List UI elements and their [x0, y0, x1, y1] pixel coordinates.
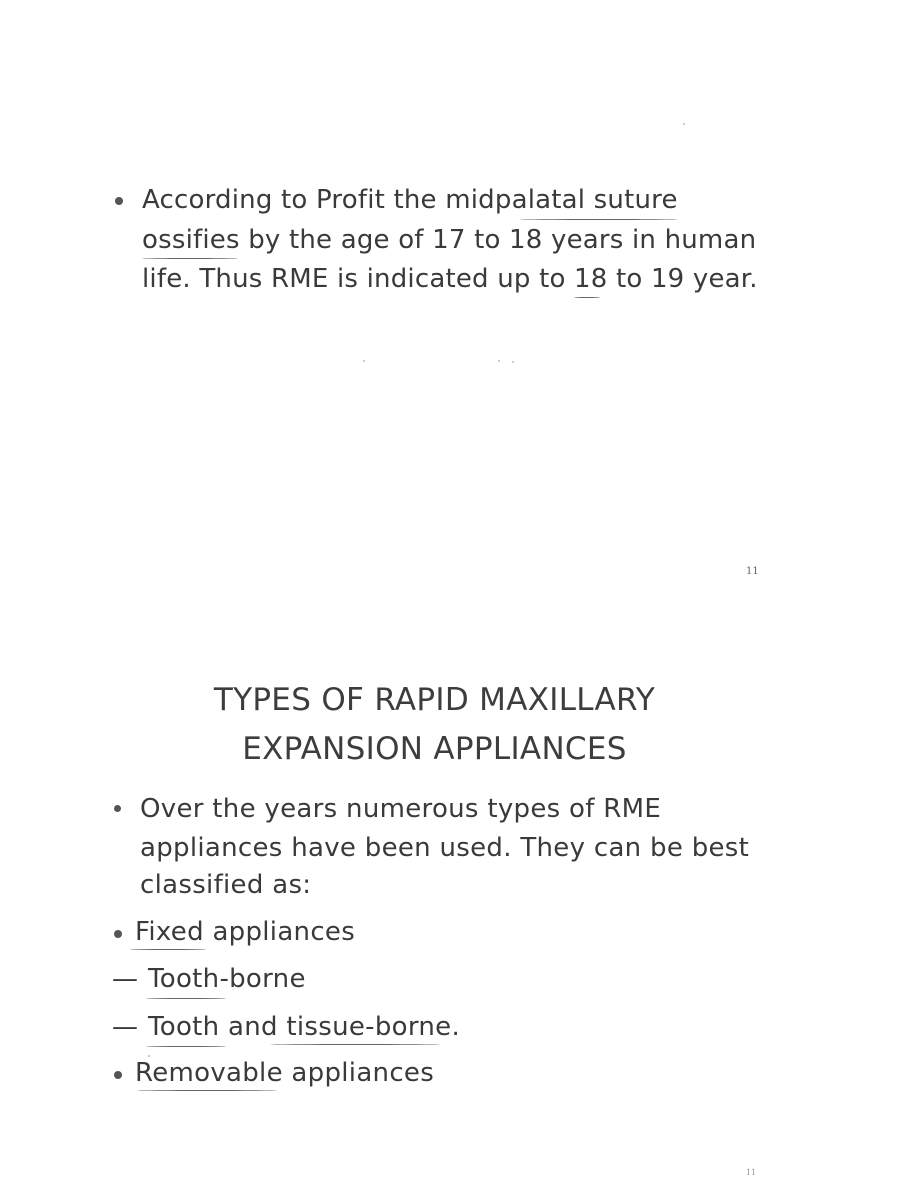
scan-speck — [498, 360, 500, 362]
dash-marker: — — [112, 964, 138, 994]
bullet-text-line-2: ossifies by the age of 17 to 18 years in human — [142, 225, 757, 255]
handwritten-underline — [270, 1044, 440, 1045]
dash-marker: — — [112, 1012, 138, 1042]
scan-speck — [148, 1055, 150, 1057]
page-number: 11 — [746, 1168, 757, 1177]
intro-text-line-1: Over the years numerous types of RME — [140, 794, 662, 824]
handwritten-underline — [574, 297, 600, 298]
scan-speck — [363, 360, 365, 362]
scan-speck — [683, 123, 685, 125]
bullet-icon — [114, 805, 121, 812]
slide-title-line-1: TYPES OF RAPID MAXILLARY — [213, 682, 656, 718]
bullet-text-line-3: life. Thus RME is indicated up to 18 to 19 year. — [142, 264, 758, 294]
bullet-icon — [114, 930, 122, 938]
list-item-text: Tooth-borne — [148, 964, 306, 994]
handwritten-underline — [520, 219, 678, 220]
handwritten-underline — [137, 1090, 277, 1091]
handwritten-underline — [130, 949, 206, 950]
bullet-icon — [114, 1071, 122, 1079]
handwritten-underline — [146, 998, 226, 999]
scan-speck — [512, 361, 514, 363]
handwritten-underline — [146, 1046, 226, 1047]
list-item-text: Tooth and tissue-borne. — [148, 1012, 461, 1042]
bullet-text-line-1: According to Profit the midpalatal suture — [142, 185, 678, 215]
intro-text-line-2: appliances have been used. They can be best — [140, 833, 750, 863]
bullet-icon — [115, 197, 123, 205]
list-item-text: Removable appliances — [135, 1058, 435, 1088]
intro-text-line-3: classified as: — [140, 870, 312, 900]
page-number: 11 — [746, 566, 759, 577]
list-item-text: Fixed appliances — [135, 917, 356, 947]
handwritten-underline — [142, 258, 238, 259]
slide-title-line-2: EXPANSION APPLIANCES — [242, 731, 627, 767]
